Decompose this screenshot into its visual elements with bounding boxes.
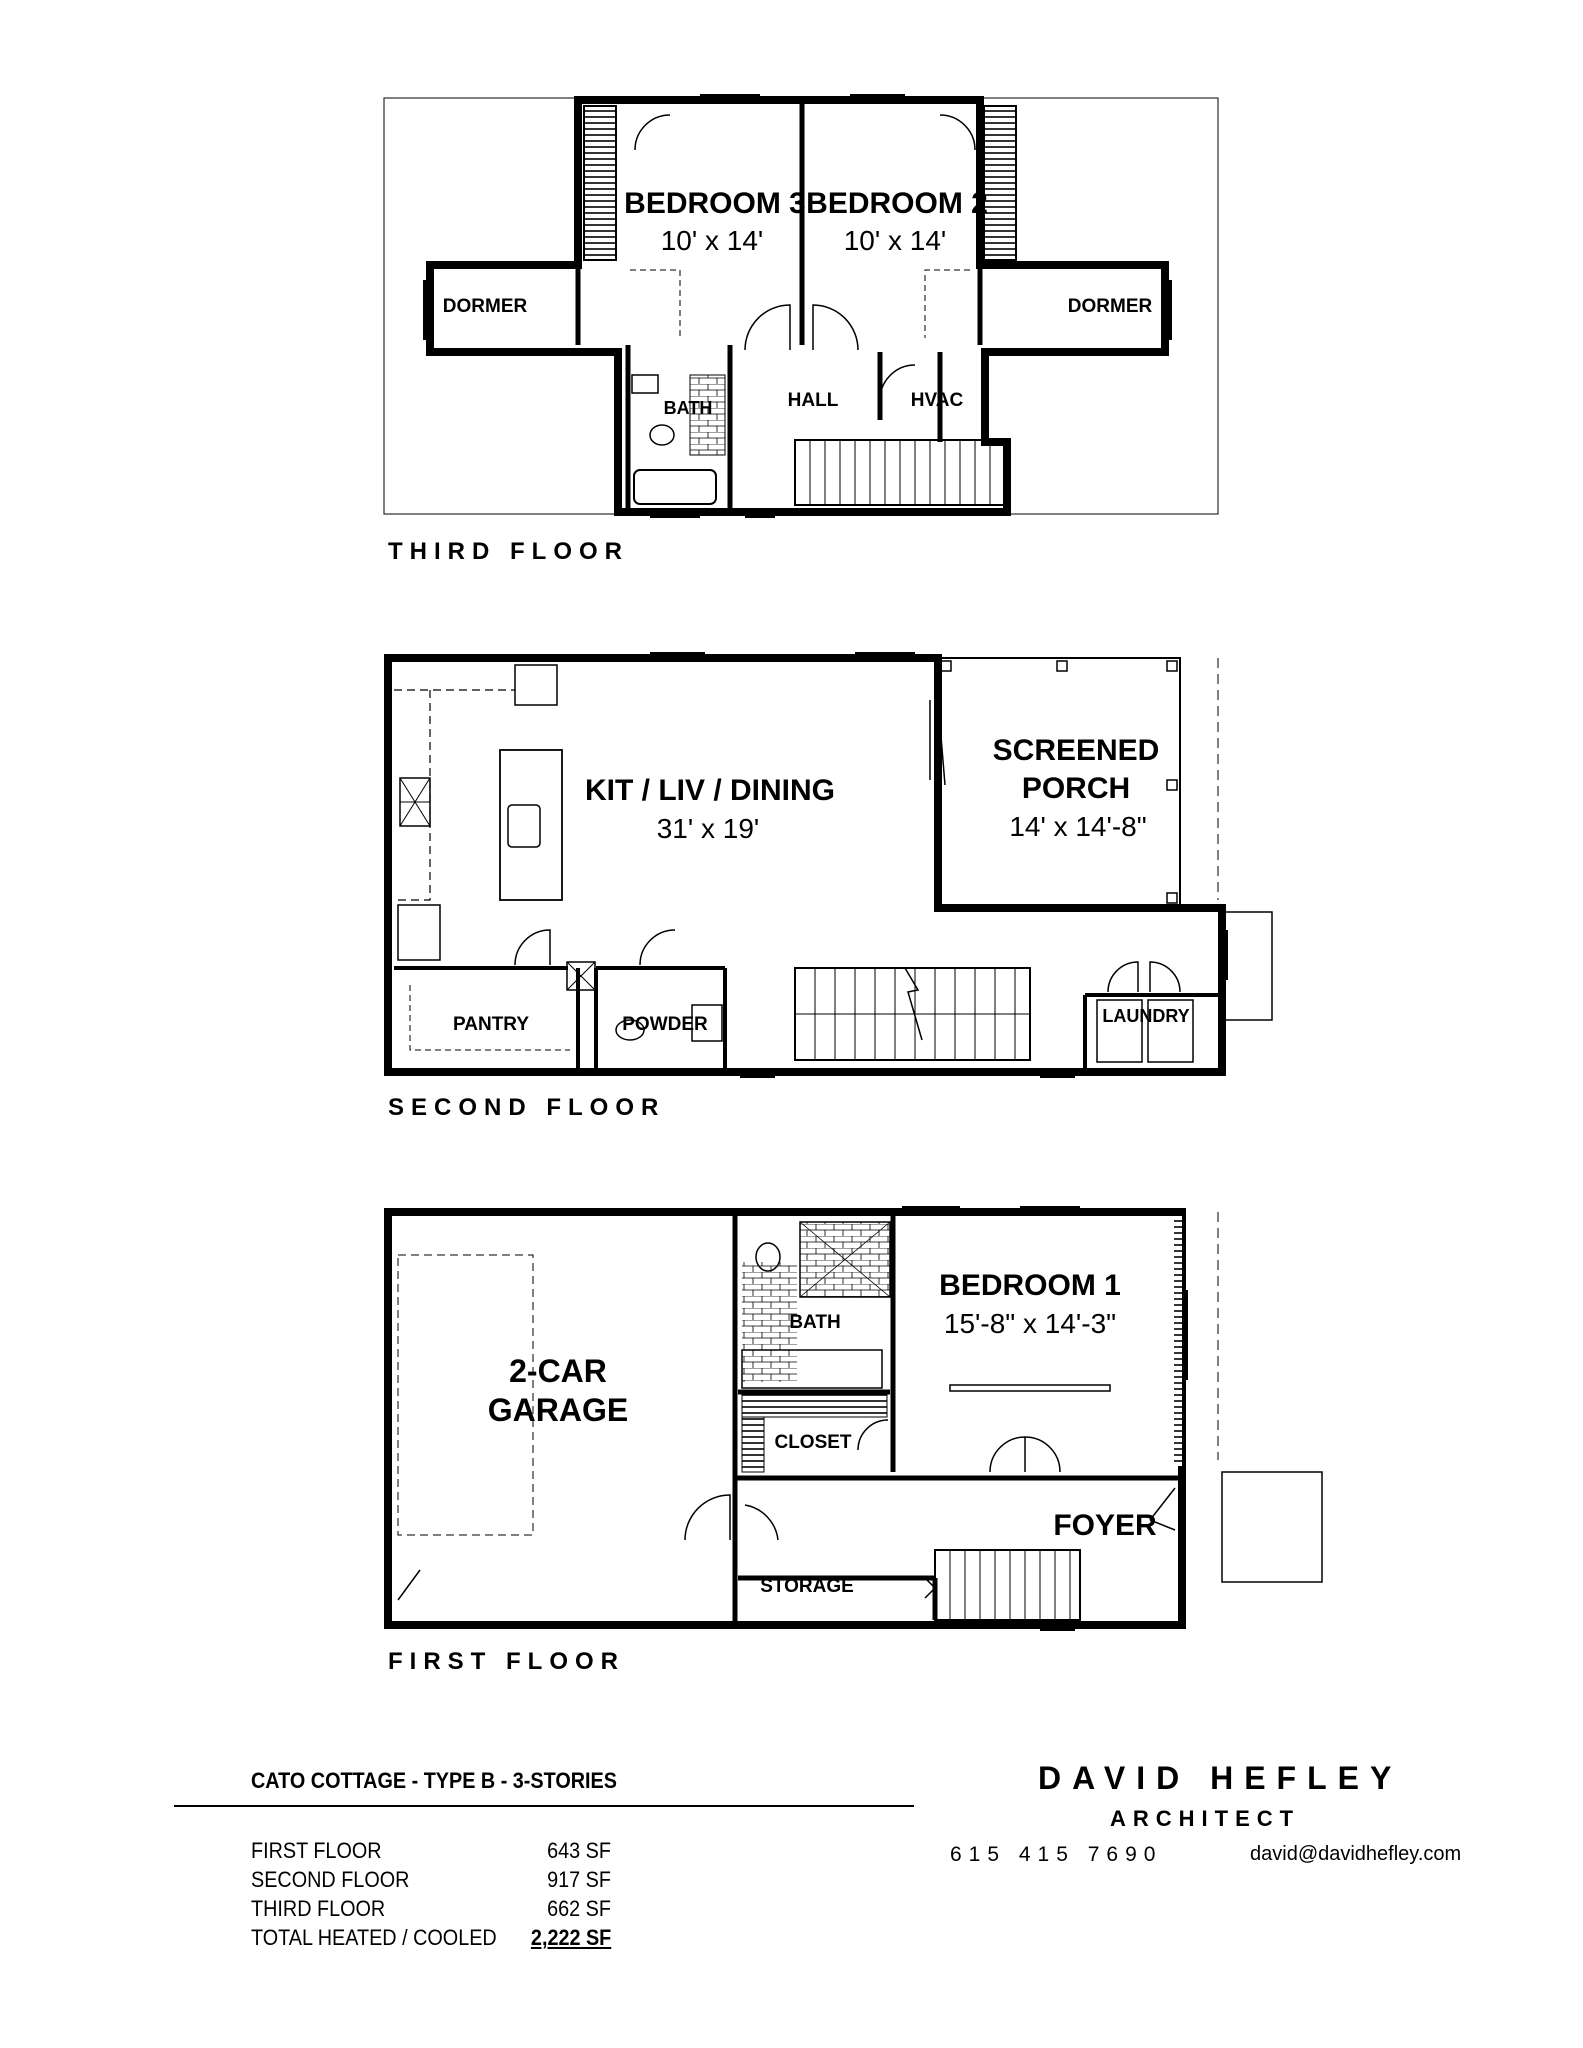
- bedroom3-name: BEDROOM 3: [624, 187, 806, 220]
- pantry-label: PANTRY: [453, 1014, 529, 1035]
- schedule-divider: [174, 1805, 914, 1807]
- foyer-label: FOYER: [1053, 1509, 1157, 1542]
- storage-label: STORAGE: [760, 1576, 854, 1597]
- third-floor-bath-fixtures: [632, 375, 725, 504]
- dormer-right-label: DORMER: [1067, 296, 1153, 317]
- bedroom1-size: 15'-8" x 14'-3": [943, 1308, 1117, 1339]
- third-floor-doors: [635, 115, 975, 400]
- dormer-left-label: DORMER: [442, 296, 528, 317]
- third-floor-stair: [795, 440, 1005, 505]
- architect-phone: 615 415 7690: [950, 1843, 1163, 1866]
- first-bath-label: BATH: [789, 1312, 841, 1333]
- area-label: SECOND FLOOR: [251, 1867, 410, 1892]
- kit-liv-dining-name: KIT / LIV / DINING: [584, 774, 836, 807]
- second-floor-stair: [795, 968, 1030, 1060]
- island-sink: [508, 805, 540, 847]
- chase-x: [567, 962, 595, 990]
- hall-label: HALL: [787, 390, 839, 411]
- architect-title: ARCHITECT: [1110, 1806, 1301, 1831]
- bedroom1-name: BEDROOM 1: [939, 1269, 1121, 1302]
- kitchen-counter-block: [515, 665, 557, 705]
- bedroom1-bed-line: [950, 1385, 1110, 1391]
- kit-liv-dining-size: 31' x 19': [656, 813, 760, 844]
- porch-name-line2: PORCH: [1021, 772, 1131, 805]
- area-value: 917 SF: [547, 1867, 611, 1892]
- closet-label: CLOSET: [774, 1432, 852, 1453]
- bedroom3-closet: [584, 106, 616, 260]
- porch-size: 14' x 14'-8": [1009, 811, 1147, 842]
- area-value: 643 SF: [547, 1838, 611, 1863]
- powder-label: POWDER: [622, 1014, 708, 1035]
- garage-line1: 2-CAR: [509, 1353, 607, 1389]
- kitchen-counter: [394, 690, 515, 900]
- area-value: 662 SF: [547, 1896, 611, 1921]
- first-floor-side-wall-trim: [1174, 1216, 1182, 1466]
- architect-name: DAVID HEFLEY: [1038, 1760, 1403, 1796]
- third-floor-caption: THIRD FLOOR: [388, 538, 629, 565]
- architect-email: david@davidhefley.com: [1250, 1843, 1462, 1865]
- area-label: FIRST FLOOR: [251, 1838, 382, 1863]
- bedroom3-size: 10' x 14': [660, 225, 764, 256]
- second-floor-caption: SECOND FLOOR: [388, 1094, 666, 1121]
- first-floor-caption: FIRST FLOOR: [388, 1648, 625, 1675]
- hvac-label: HVAC: [910, 390, 964, 411]
- third-floor-windows: [425, 96, 1170, 516]
- refrigerator: [398, 905, 440, 960]
- entry-porch-step: [1222, 1472, 1322, 1582]
- total-value: 2,222 SF: [530, 1925, 611, 1950]
- range-burners: [400, 778, 430, 826]
- kitchen-island: [500, 750, 562, 900]
- bedroom2-name: BEDROOM 2: [806, 187, 988, 220]
- project-title: CATO COTTAGE - TYPE B - 3-STORIES: [251, 1768, 617, 1793]
- bedroom2-size: 10' x 14': [843, 225, 947, 256]
- laundry-label: LAUNDRY: [1102, 1006, 1190, 1026]
- total-label: TOTAL HEATED / COOLED: [251, 1925, 497, 1950]
- first-floor-stair: [925, 1550, 1080, 1620]
- area-label: THIRD FLOOR: [251, 1896, 386, 1921]
- third-bath-label: BATH: [663, 398, 713, 418]
- closet-shelving-side: [742, 1417, 764, 1472]
- closet-shelving: [742, 1395, 887, 1417]
- bedroom2-closet: [984, 106, 1016, 260]
- porch-name-line1: SCREENED: [992, 734, 1160, 767]
- garage-line2: GARAGE: [487, 1392, 629, 1428]
- third-floor-walls: [430, 100, 1165, 512]
- porch-step: [1222, 912, 1272, 1020]
